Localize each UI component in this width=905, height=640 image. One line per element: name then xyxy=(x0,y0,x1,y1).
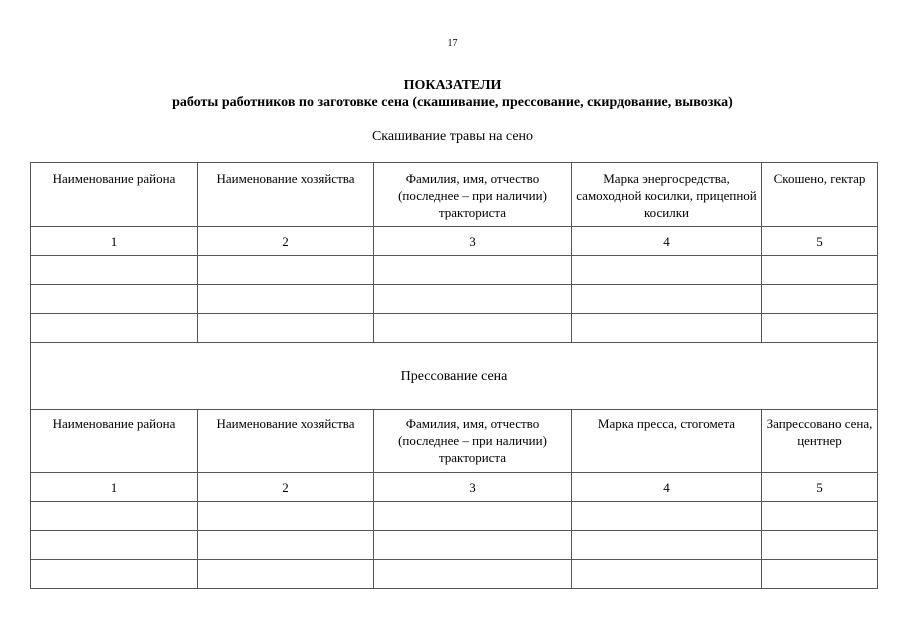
header-mowed-hectares: Скошено, гектар xyxy=(762,163,878,227)
title-line-1: ПОКАЗАТЕЛИ xyxy=(403,78,502,93)
page-number: 17 xyxy=(447,38,458,49)
empty-cell[interactable] xyxy=(572,560,762,589)
header-tractor-driver: Фамилия, имя, отчество (последнее – при наличии) тракториста xyxy=(374,410,572,473)
empty-cell[interactable] xyxy=(198,256,374,285)
title-line-2: работы работников по заготовке сена (скашивание, прессование, скирдование, вывозка) xyxy=(172,95,733,110)
section-2-caption-row xyxy=(31,343,878,410)
section-1-number-row xyxy=(31,227,878,256)
empty-cell[interactable] xyxy=(374,531,572,560)
empty-cell[interactable] xyxy=(374,285,572,314)
table-row xyxy=(31,314,878,343)
empty-cell[interactable] xyxy=(31,256,198,285)
column-number: 2 xyxy=(198,473,374,502)
section-1-caption: Скашивание травы на сено xyxy=(371,129,534,144)
table-row xyxy=(31,560,878,589)
table-row xyxy=(31,285,878,314)
table-row xyxy=(31,502,878,531)
empty-cell[interactable] xyxy=(198,502,374,531)
column-number: 1 xyxy=(31,473,198,502)
indicators-table xyxy=(30,162,878,589)
empty-cell[interactable] xyxy=(572,314,762,343)
column-number: 4 xyxy=(572,473,762,502)
column-number: 5 xyxy=(762,227,878,256)
section-2-number-row xyxy=(31,473,878,502)
empty-cell[interactable] xyxy=(31,560,198,589)
header-tractor-driver: Фамилия, имя, отчество (последнее – при наличии) тракториста xyxy=(374,163,572,227)
section-2-caption: Прессование сена xyxy=(31,343,878,410)
header-pressed-centners: Запрессовано сена, центнер xyxy=(762,410,878,473)
empty-cell[interactable] xyxy=(31,314,198,343)
empty-cell[interactable] xyxy=(572,285,762,314)
empty-cell[interactable] xyxy=(31,285,198,314)
empty-cell[interactable] xyxy=(374,502,572,531)
table-row xyxy=(31,256,878,285)
empty-cell[interactable] xyxy=(374,560,572,589)
header-press-brand: Марка пресса, стогомета xyxy=(572,410,762,473)
column-number: 5 xyxy=(762,473,878,502)
header-mower-brand: Марка энергосредства, самоходной косилки, прицепной косилки xyxy=(572,163,762,227)
table-row xyxy=(31,531,878,560)
empty-cell[interactable] xyxy=(31,531,198,560)
empty-cell[interactable] xyxy=(198,560,374,589)
empty-cell[interactable] xyxy=(762,285,878,314)
header-district: Наименование района xyxy=(31,163,198,227)
empty-cell[interactable] xyxy=(198,314,374,343)
column-number: 1 xyxy=(31,227,198,256)
column-number: 3 xyxy=(374,227,572,256)
header-district: Наименование района xyxy=(31,410,198,473)
empty-cell[interactable] xyxy=(572,531,762,560)
empty-cell[interactable] xyxy=(762,256,878,285)
header-farm: Наименование хозяйства xyxy=(198,163,374,227)
empty-cell[interactable] xyxy=(762,531,878,560)
empty-cell[interactable] xyxy=(762,314,878,343)
empty-cell[interactable] xyxy=(198,285,374,314)
column-number: 2 xyxy=(198,227,374,256)
empty-cell[interactable] xyxy=(374,256,572,285)
empty-cell[interactable] xyxy=(572,502,762,531)
document-title xyxy=(0,77,905,111)
empty-cell[interactable] xyxy=(762,560,878,589)
empty-cell[interactable] xyxy=(762,502,878,531)
column-number: 3 xyxy=(374,473,572,502)
empty-cell[interactable] xyxy=(572,256,762,285)
column-number: 4 xyxy=(572,227,762,256)
empty-cell[interactable] xyxy=(374,314,572,343)
section-1-header-row xyxy=(31,163,878,227)
section-2-header-row xyxy=(31,410,878,473)
header-farm: Наименование хозяйства xyxy=(198,410,374,473)
empty-cell[interactable] xyxy=(31,502,198,531)
empty-cell[interactable] xyxy=(198,531,374,560)
